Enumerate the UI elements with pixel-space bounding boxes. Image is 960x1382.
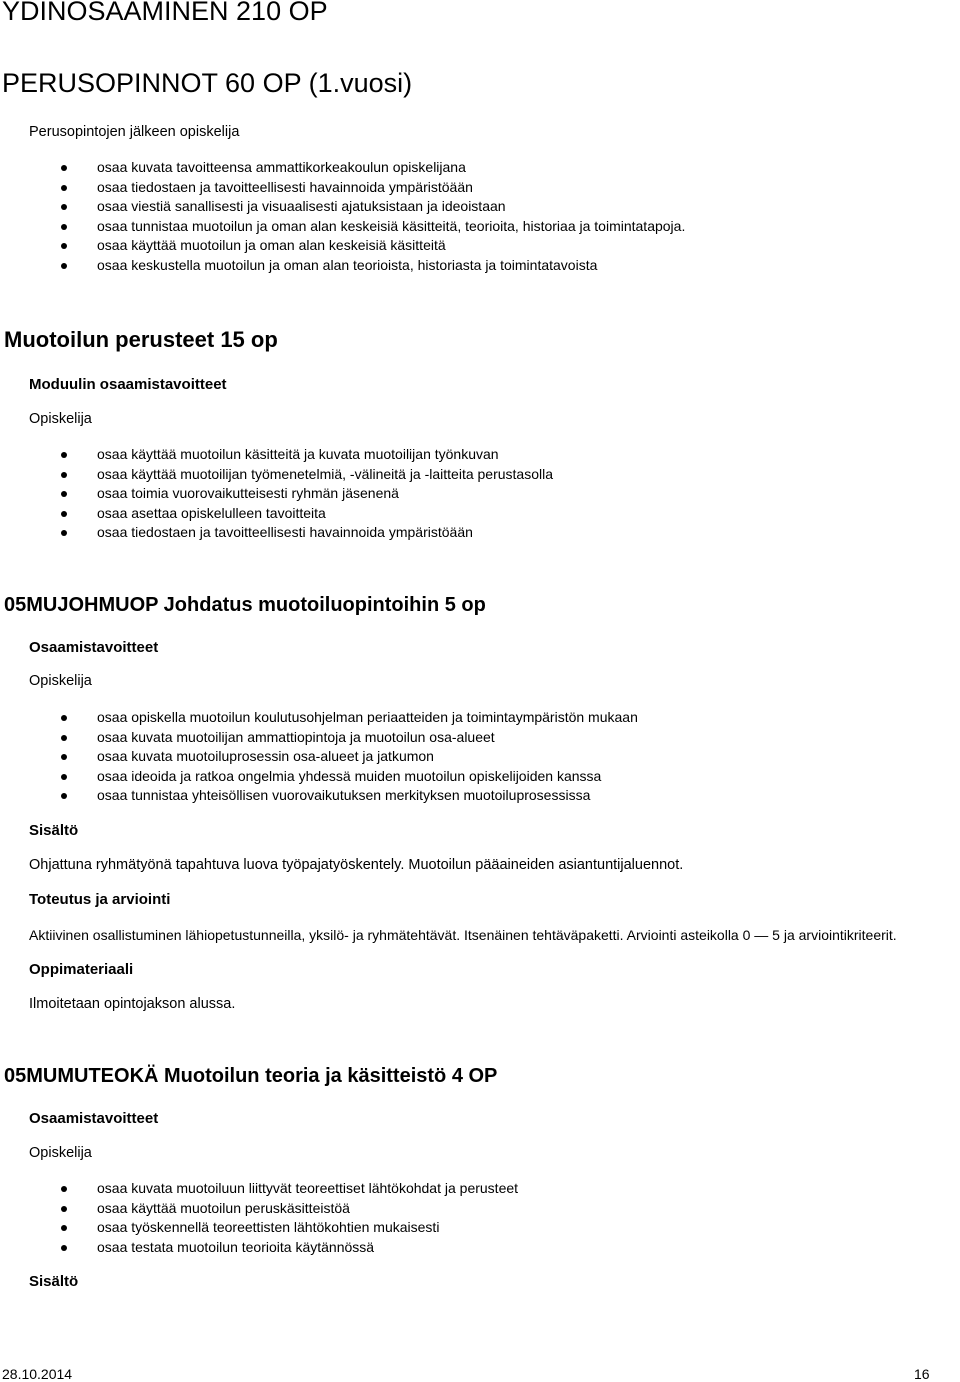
section-heading-perusopinnot: PERUSOPINNOT 60 OP (1.vuosi) — [2, 68, 413, 98]
document-title: YDINOSAAMINEN 210 OP — [2, 0, 328, 26]
list-item: osaa käyttää muotoilun käsitteitä ja kuvata muotoilijan työnkuvan — [0, 445, 553, 465]
teoria-list — [0, 1179, 518, 1257]
footer-page-number: 16 — [914, 1366, 930, 1382]
johdatus-content-label: Sisältö — [29, 822, 79, 839]
list-item: osaa työskennellä teoreettisten lähtökohtien mukaisesti — [0, 1218, 518, 1238]
list-item: osaa ideoida ja ratkoa ongelmia yhdessä muiden muotoilun opiskelijoiden kanssa — [0, 767, 638, 787]
johdatus-intro: Opiskelija — [29, 673, 92, 689]
perus-list — [0, 158, 685, 275]
list-item: osaa tiedostaen ja tavoitteellisesti havainnoida ympäristöään — [0, 178, 685, 198]
johdatus-subheading: Osaamistavoitteet — [29, 639, 159, 656]
list-item: osaa opiskella muotoilun koulutusohjelman periaatteiden ja toimintaympäristön mukaan — [0, 708, 638, 728]
list-item: osaa kuvata muotoilijan ammattiopintoja ja muotoilun osa-alueet — [0, 728, 638, 748]
list-item: osaa testata muotoilun teorioita käytännössä — [0, 1238, 518, 1258]
perus-intro: Perusopintojen jälkeen opiskelija — [29, 124, 240, 140]
list-item: osaa käyttää muotoilijan työmenetelmiä, -välineitä ja -laitteita perustasolla — [0, 465, 553, 485]
muotoilu-list — [0, 445, 553, 543]
list-item: osaa toimia vuorovaikutteisesti ryhmän jäsenenä — [0, 484, 553, 504]
johdatus-material-text: Ilmoitetaan opintojakson alussa. — [29, 996, 236, 1012]
list-item: osaa käyttää muotoilun ja oman alan keskeisiä käsitteitä — [0, 236, 685, 256]
teoria-content-label: Sisältö — [29, 1273, 79, 1290]
johdatus-impl-text: Aktiivinen osallistuminen lähiopetustunneilla, yksilö- ja ryhmätehtävät. Itsenäinen tehtäväpaketti. Arviointi asteikolla 0 — 5 ja arviointikriteerit. — [29, 927, 897, 943]
muotoilu-subheading: Moduulin osaamistavoitteet — [29, 376, 227, 393]
course-heading-johdatus: 05MUJOHMUOP Johdatus muotoiluopintoihin 5 op — [4, 594, 486, 616]
johdatus-content-text: Ohjattuna ryhmätyönä tapahtuva luova työpajatyöskentely. Muotoilun pääaineiden asiantuntijaluennot. — [29, 857, 684, 873]
teoria-subheading: Osaamistavoitteet — [29, 1110, 159, 1127]
course-heading-teoria: 05MUMUTEOKÄ Muotoilun teoria ja käsitteistö 4 OP — [4, 1065, 498, 1087]
section-heading-muotoilun-perusteet: Muotoilun perusteet 15 op — [4, 327, 278, 352]
list-item: osaa tunnistaa muotoilun ja oman alan keskeisiä käsitteitä, teorioita, historiaa ja toimintatapoja. — [0, 217, 685, 237]
list-item: osaa tiedostaen ja tavoitteellisesti havainnoida ympäristöään — [0, 523, 553, 543]
list-item: osaa kuvata muotoiluprosessin osa-alueet ja jatkumon — [0, 747, 638, 767]
muotoilu-intro: Opiskelija — [29, 411, 92, 427]
johdatus-list — [0, 708, 638, 806]
johdatus-material-label: Oppimateriaali — [29, 961, 134, 978]
list-item: osaa käyttää muotoilun peruskäsitteistöä — [0, 1199, 518, 1219]
list-item: osaa viestiä sanallisesti ja visuaalisesti ajatuksistaan ja ideoistaan — [0, 197, 685, 217]
list-item: osaa tunnistaa yhteisöllisen vuorovaikutuksen merkityksen muotoiluprosessissa — [0, 786, 638, 806]
list-item: osaa asettaa opiskelulleen tavoitteita — [0, 504, 553, 524]
list-item: osaa kuvata tavoitteensa ammattikorkeakoulun opiskelijana — [0, 158, 685, 178]
list-item: osaa keskustella muotoilun ja oman alan teorioista, historiasta ja toimintatavoista — [0, 256, 685, 276]
johdatus-impl-label: Toteutus ja arviointi — [29, 891, 171, 908]
list-item: osaa kuvata muotoiluun liittyvät teoreettiset lähtökohdat ja perusteet — [0, 1179, 518, 1199]
teoria-intro: Opiskelija — [29, 1145, 92, 1161]
footer-date: 28.10.2014 — [2, 1366, 73, 1382]
